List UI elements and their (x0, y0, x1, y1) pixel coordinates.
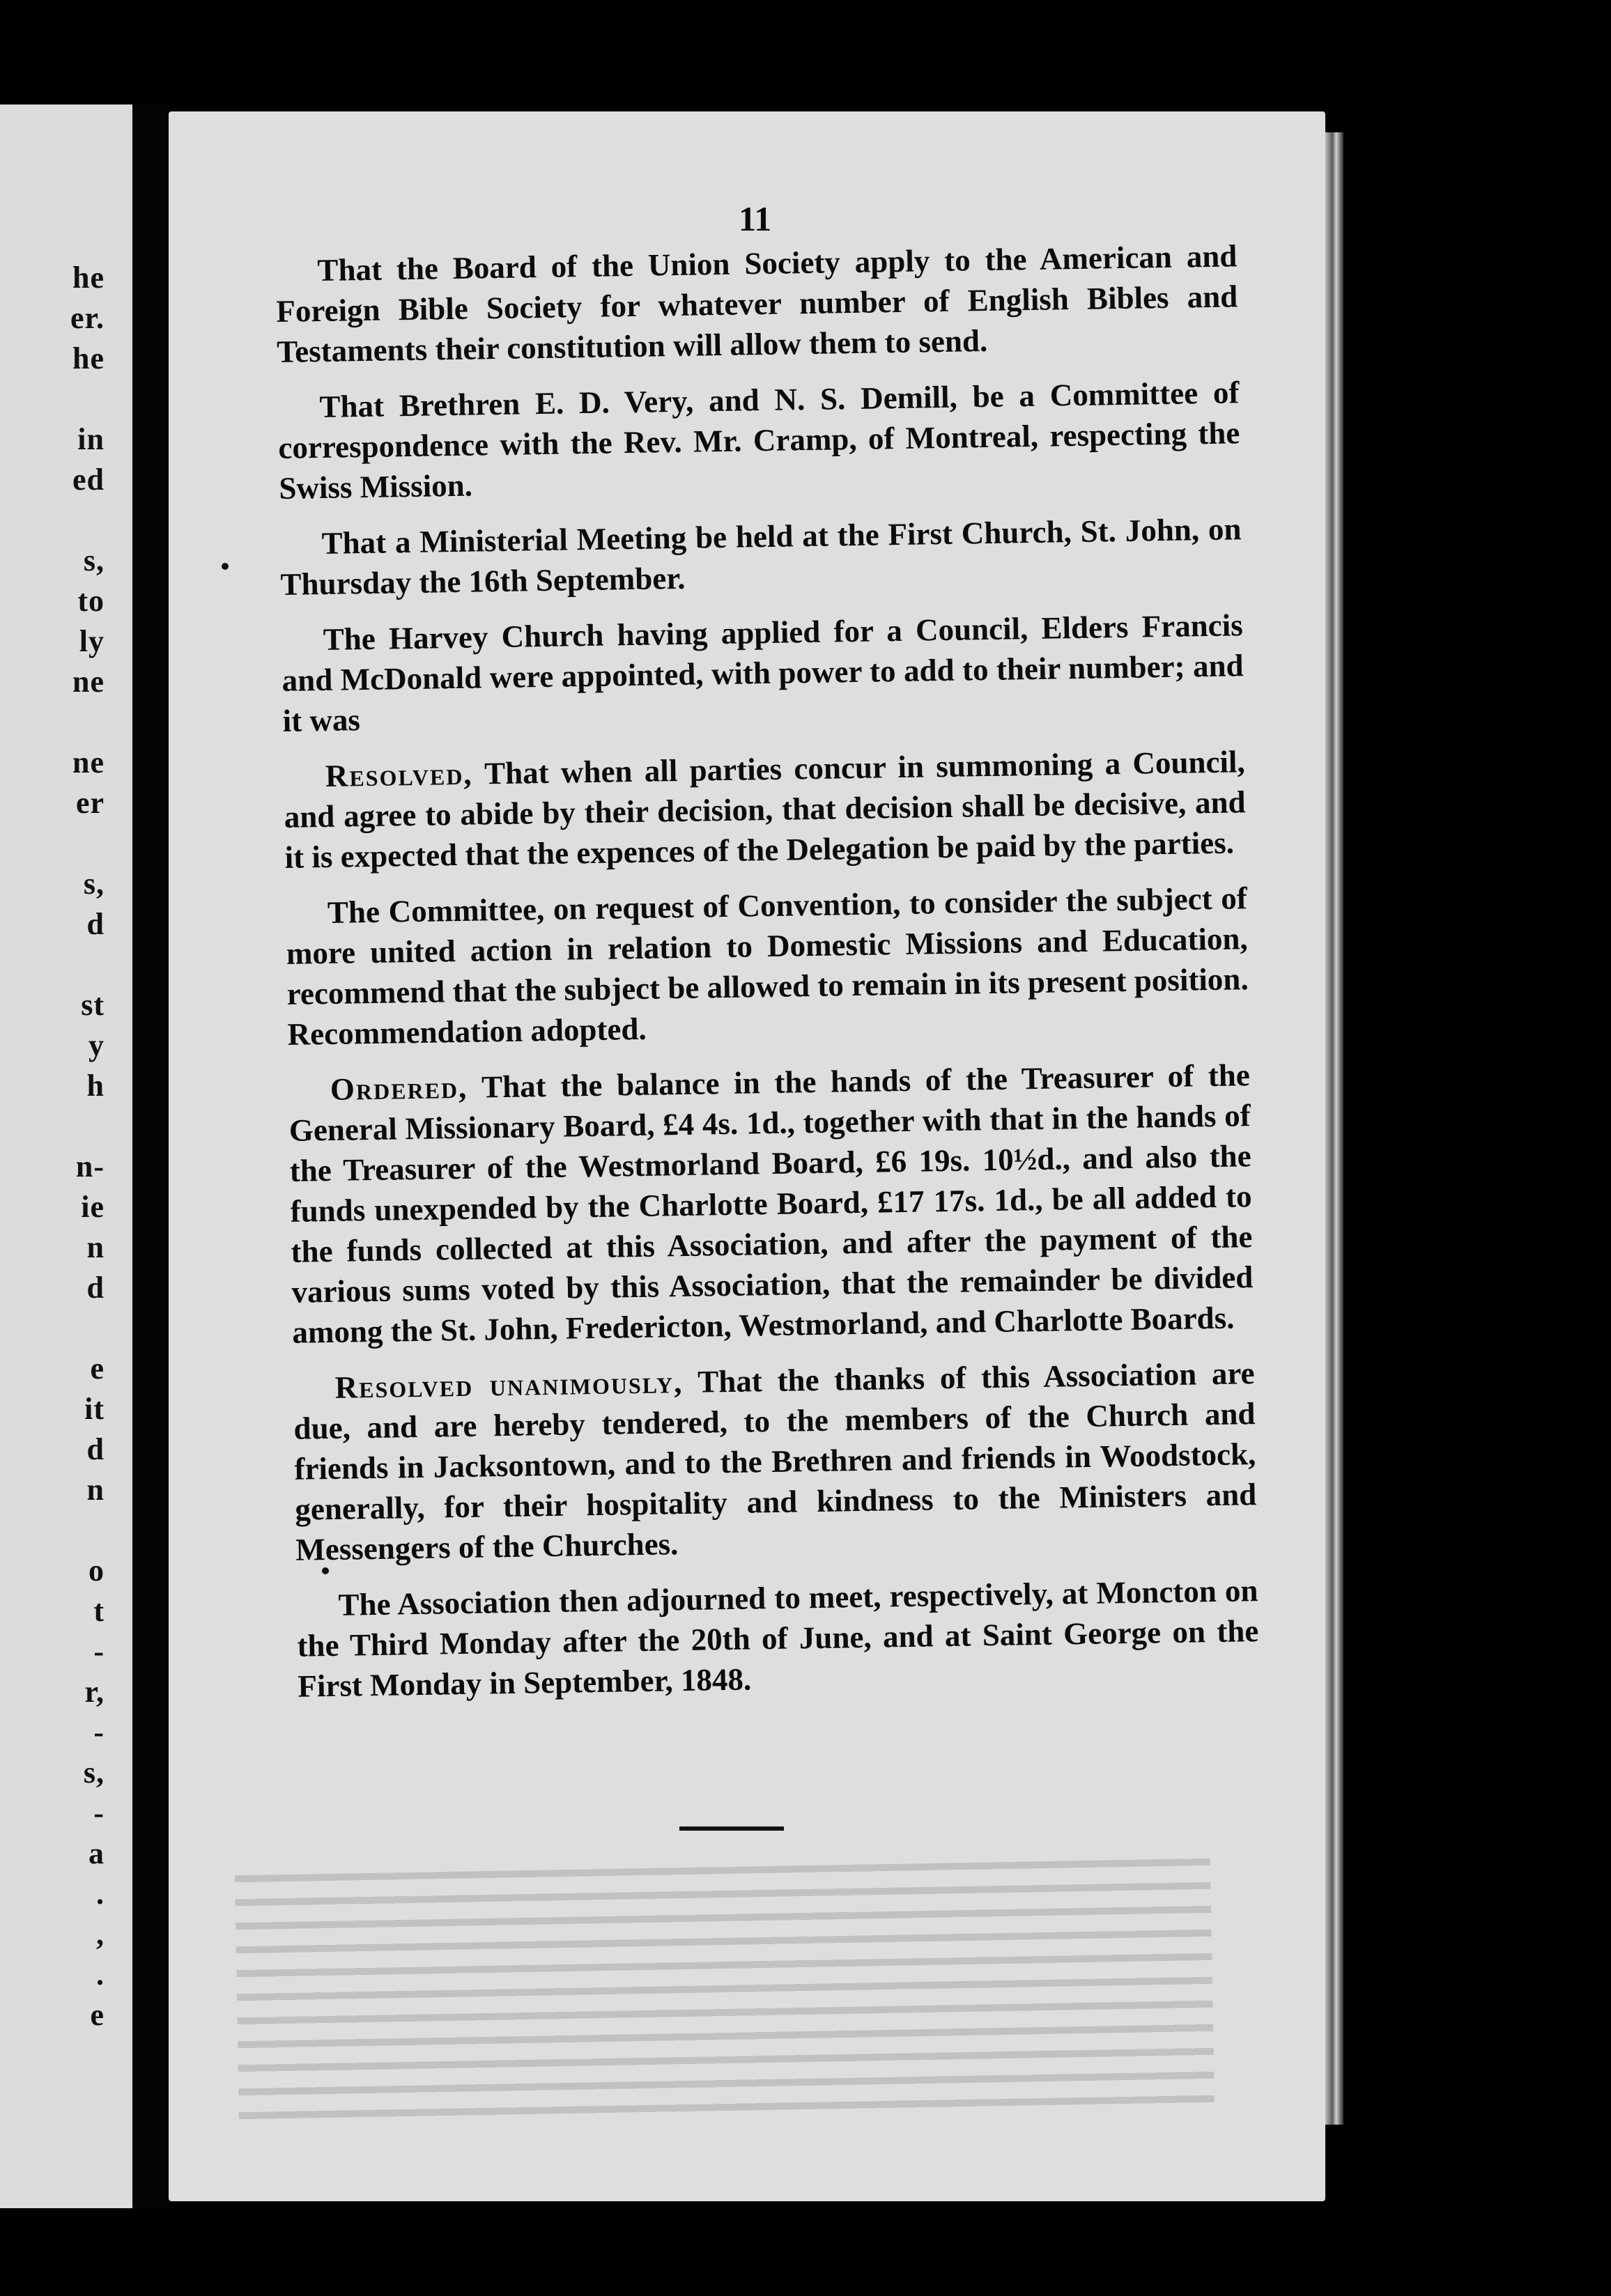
fragment-line: y (88, 1028, 105, 1062)
fragment-line: ne (72, 745, 105, 779)
fragment-line: h (86, 1069, 105, 1103)
fragment-line: er (75, 786, 105, 820)
page-edge (1325, 132, 1343, 2125)
fragment-line (0, 945, 132, 985)
fragment-line: a (88, 1836, 105, 1870)
page-number: 11 (739, 199, 772, 238)
fragment-line: , (96, 1917, 105, 1951)
fragment-line: d (86, 907, 105, 941)
paragraph (283, 741, 1247, 878)
previous-page-fragment (0, 104, 132, 2208)
fragment-line: e (90, 1998, 105, 2032)
paragraph (281, 605, 1244, 741)
fragment-line: t (93, 1594, 105, 1628)
paragraph (275, 235, 1239, 372)
paragraph-lead: Ordered, (330, 1069, 468, 1107)
fragment-line: s, (83, 867, 105, 901)
paragraph-text: That a Ministerial Meeting be held at the First Church, St. John, on Thursday the 16th September. (280, 511, 1242, 602)
fragment-line: st (81, 988, 105, 1022)
paragraph-lead: Resolved, (325, 756, 473, 793)
fragment-line: s, (83, 543, 105, 577)
fragment-line: . (96, 1957, 105, 1992)
paragraph-lead: Resolved unanimously, (334, 1365, 684, 1405)
fragment-line: n (86, 1230, 105, 1264)
paragraph (285, 878, 1249, 1055)
paragraph-text: That the thanks of this Association are due, and are hereby tendered, to the members of the Church and friends in Jacksontown, and to the Brethren and friends in Woodstock, generally, for their hospitality and kindness to the Ministers and Messengers of the Churches. (293, 1356, 1257, 1567)
fragment-line: ie (81, 1190, 105, 1224)
paragraph-text: The Harvey Church having applied for a Council, Elders Francis and McDonald were appointed, with power to add to their number; and it was (282, 607, 1244, 738)
fragment-line (0, 702, 132, 743)
paragraph (296, 1570, 1260, 1707)
book-gutter (132, 104, 169, 2208)
fragment-line: n (86, 1473, 105, 1507)
fragment-line: to (77, 584, 105, 618)
paragraph (293, 1353, 1257, 1570)
paragraph-text: That when all parties concur in summoning a Council, and agree to abide by their decision, that decision shall be decisive, and it is expected that the expences of the Delegation be paid by the parties. (284, 744, 1246, 875)
fragment-line: he (72, 341, 105, 375)
fragment-line: ly (79, 624, 105, 658)
fragment-line: it (84, 1392, 105, 1426)
bleed-through-texture (235, 1859, 1215, 2126)
fragment-line: e (90, 1351, 105, 1386)
section-rule (679, 1826, 784, 1831)
fragment-line: - (93, 1796, 105, 1830)
paragraph-text: The Committee, on request of Convention, to consider the subject of more united action in relation to Domestic Missions and Education, recommend that the subject be allowed to remain in its present position. Recommendation adopted. (286, 881, 1249, 1052)
fragment-line: n- (75, 1149, 105, 1184)
fragment-line: d (86, 1432, 105, 1466)
fragment-line: ne (72, 665, 105, 699)
fragment-line (0, 500, 132, 541)
fragment-line: ed (72, 463, 105, 497)
paragraph-text: That the balance in the hands of the Treasurer of the General Missionary Board, £4 4s. 1d., together with that in the hands of the Treasurer of the Westmorland Board, £6 19s. 10½d., and also the funds unexpended by the Charlotte Board, £17 17s. 1d., be all added to the funds collected at this Association, and after the payment of the various sums voted by this Association, that the remainder be divided among the St. John, Fredericton, Westmorland, and Charlotte Boards. (288, 1057, 1254, 1350)
fragment-line (0, 1510, 132, 1551)
fragment-line (0, 379, 132, 419)
previous-page-text (0, 258, 132, 2035)
paragraph (288, 1055, 1254, 1353)
fragment-line: . (96, 1877, 105, 1911)
paragraph (277, 372, 1241, 509)
page-body (275, 235, 1260, 1721)
fragment-line: r, (84, 1675, 105, 1709)
fragment-line (0, 1106, 132, 1147)
paragraph (279, 509, 1242, 605)
paragraph-text: The Association then adjourned to meet, respectively, at Moncton on the Third Monday after the 20th of June, and at Saint George on the First Monday in September, 1848. (297, 1573, 1259, 1704)
fragment-line: o (88, 1553, 105, 1588)
ink-speck (322, 1567, 329, 1574)
ink-speck (222, 563, 229, 570)
fragment-line: er. (70, 301, 105, 335)
fragment-line: - (93, 1715, 105, 1749)
fragment-line: d (86, 1271, 105, 1305)
fragment-line (0, 1308, 132, 1349)
fragment-line: in (77, 422, 105, 456)
paragraph-text: That Brethren E. D. Very, and N. S. Demill, be a Committee of correspondence with the Rev. Mr. Cramp, of Montreal, respecting the Swiss Mission. (278, 375, 1240, 506)
fragment-line: he (72, 261, 105, 295)
paragraph-text: That the Board of the Union Society apply to the American and Foreign Bible Society for whatever number of English Bibles and Testaments their constitution will allow them to send. (275, 238, 1238, 369)
fragment-line (0, 823, 132, 864)
fragment-line: s, (83, 1755, 105, 1790)
fragment-line: - (93, 1634, 105, 1668)
